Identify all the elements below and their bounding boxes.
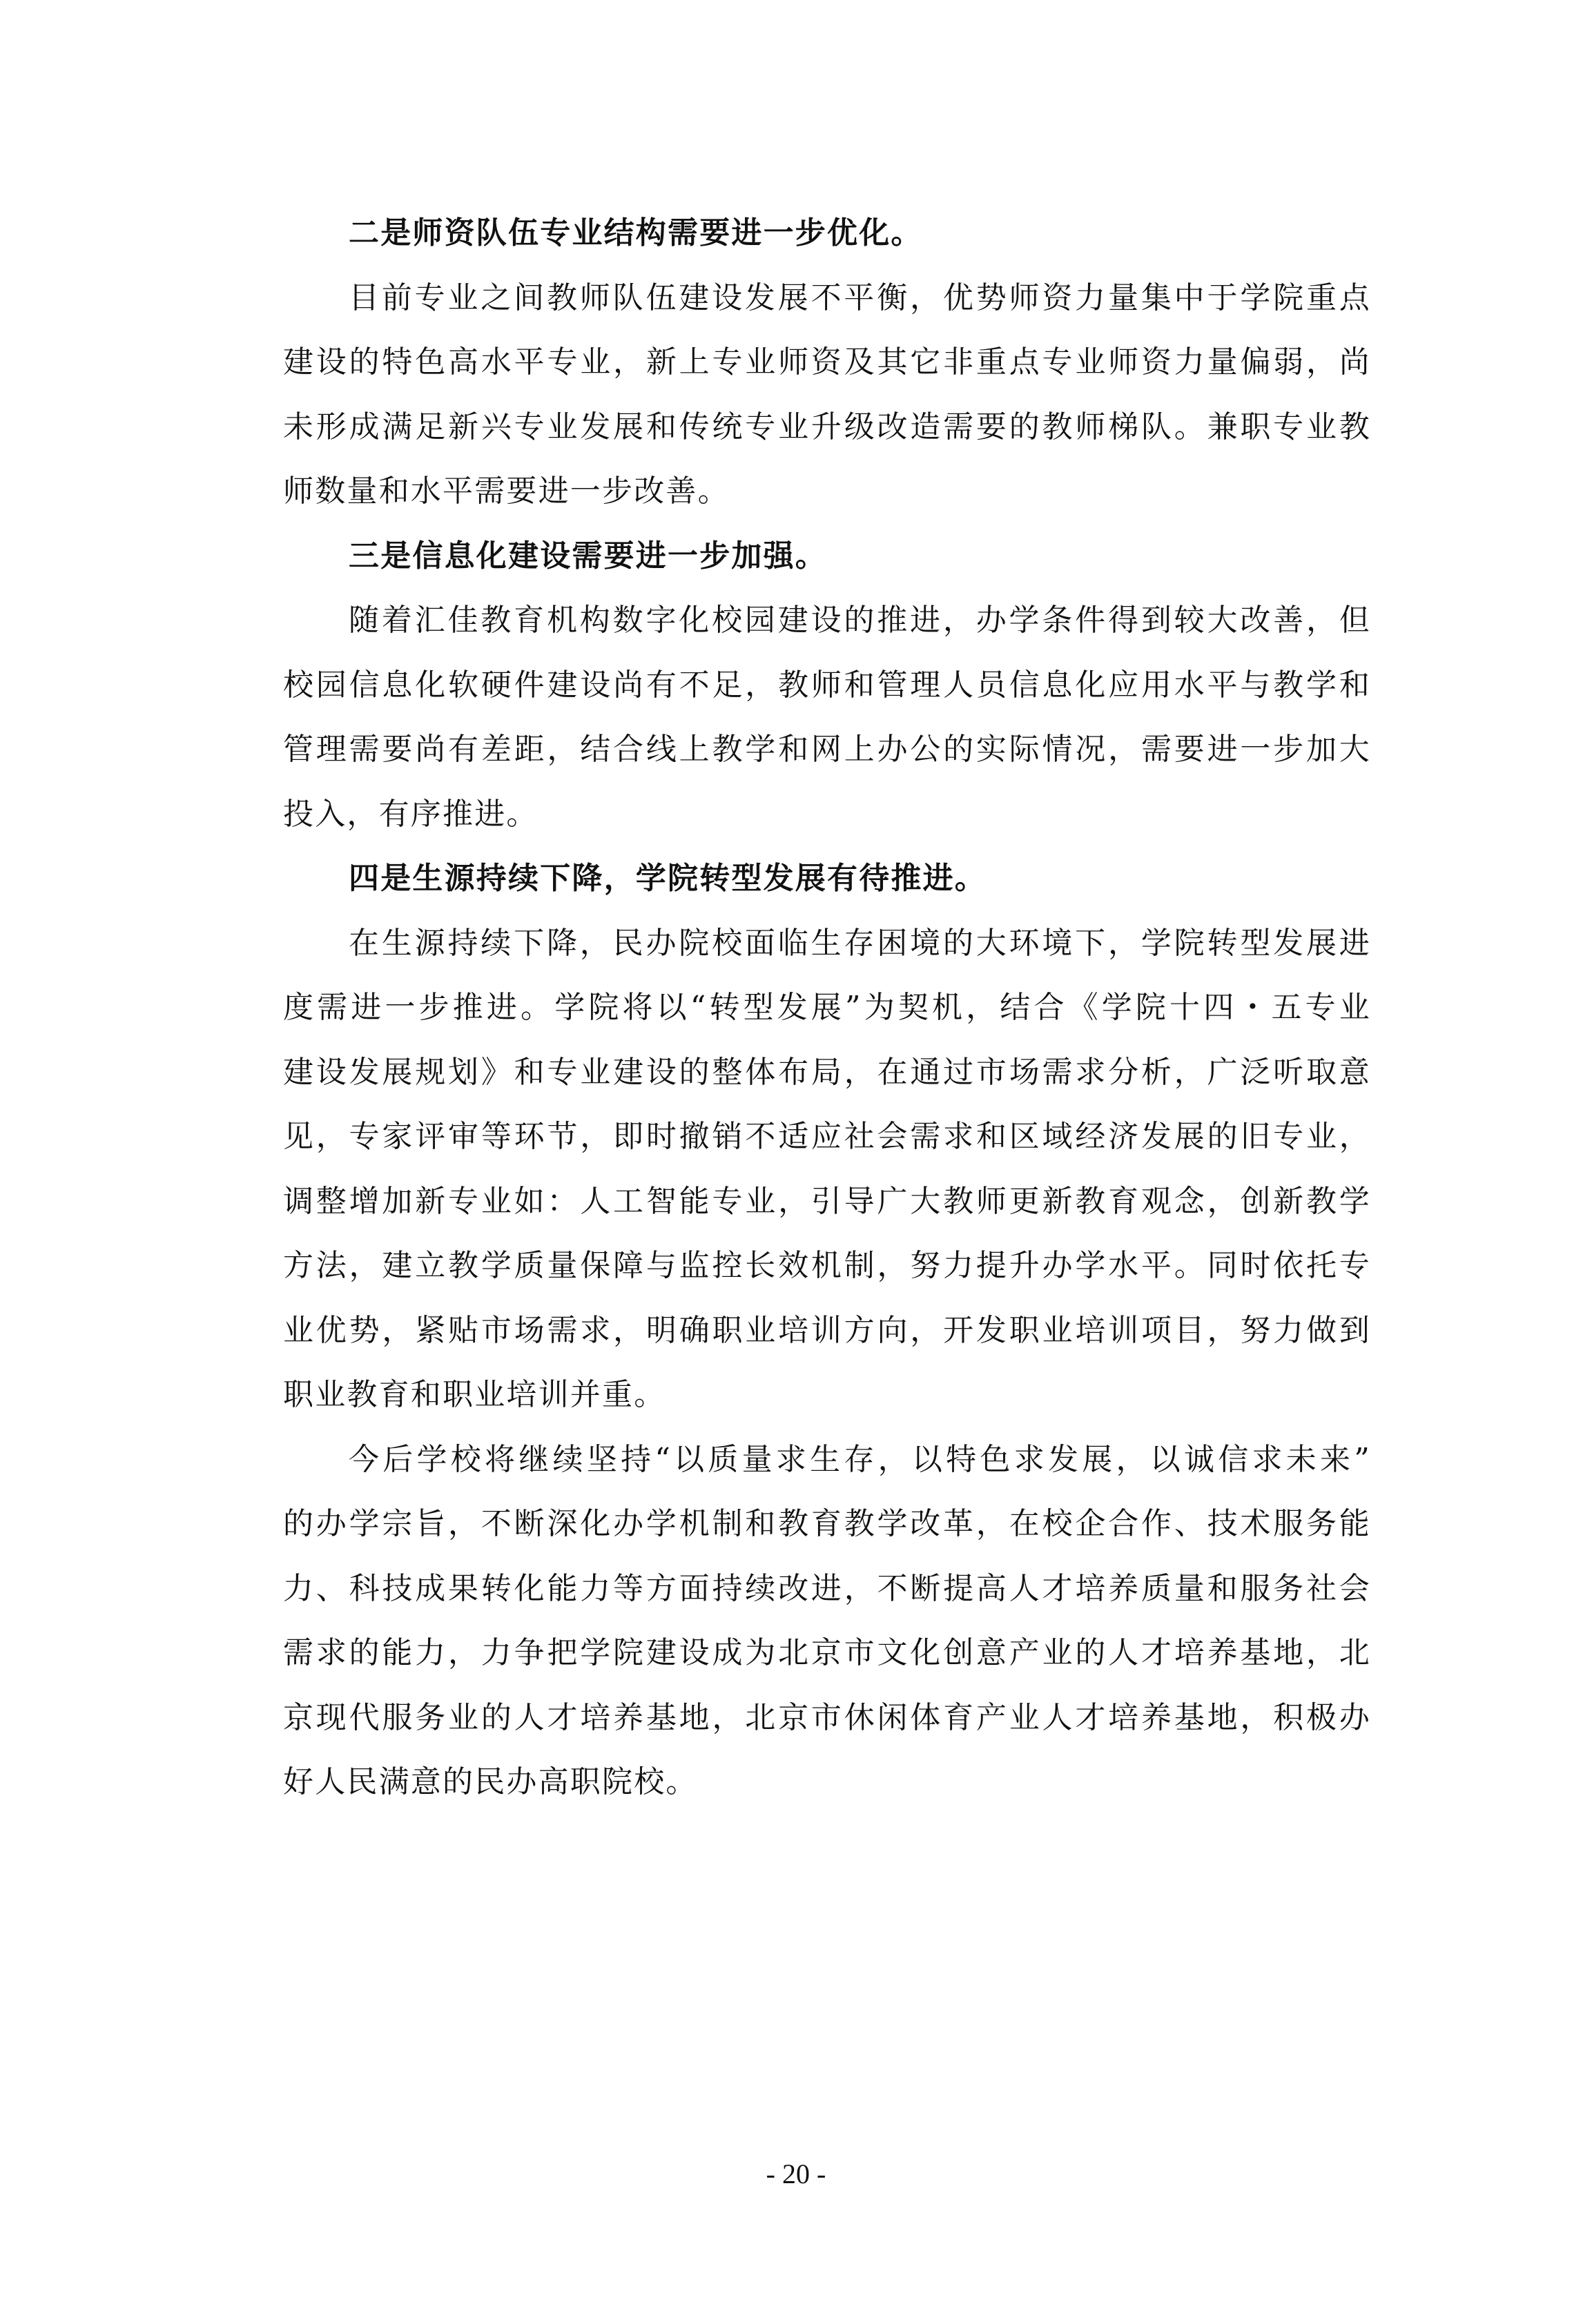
body-line: 好人民满意的民办高职院校。 — [283, 1764, 698, 1799]
body-line: 力、科技成果转化能力等方面持续改进，不断提高人才培养质量和服务社会 — [283, 1570, 1371, 1606]
section-body-enrollment — [283, 911, 1371, 1427]
body-line: 校园信息化软硬件建设尚有不足，教师和管理人员信息化应用水平与教学和 — [283, 667, 1371, 703]
section-body-teachers — [283, 266, 1371, 524]
body-line: 今后学校将继续坚持“以质量求生存，以特色求发展，以诚信求未来” — [349, 1441, 1371, 1477]
heading-text: 三是信息化建设需要进一步加强。 — [349, 538, 827, 574]
body-line: 建设的特色高水平专业，新上专业师资及其它非重点专业师资力量偏弱，尚 — [283, 344, 1371, 380]
body-line: 调整增加新专业如：人工智能专业，引导广大教师更新教育观念，创新教学 — [283, 1183, 1371, 1219]
section-body-informatization — [283, 588, 1371, 846]
body-line: 在生源持续下降，民办院校面临生存困境的大环境下，学院转型发展进 — [349, 925, 1371, 961]
body-line: 师数量和水平需要进一步改善。 — [283, 473, 730, 509]
body-line: 见，专家评审等环节，即时撤销不适应社会需求和区域经济发展的旧专业， — [283, 1119, 1371, 1154]
body-line: 京现代服务业的人才培养基地，北京市休闲体育产业人才培养基地，积极办 — [283, 1699, 1371, 1735]
heading-text: 四是生源持续下降，学院转型发展有待推进。 — [349, 861, 987, 896]
section-heading-informatization — [283, 524, 1371, 589]
section-heading-enrollment — [283, 846, 1371, 911]
body-line: 的办学宗旨，不断深化办学机制和教育教学改革，在校企合作、技术服务能 — [283, 1506, 1371, 1541]
body-line: 随着汇佳教育机构数字化校园建设的推进，办学条件得到较大改善，但 — [349, 603, 1371, 638]
page-content — [283, 201, 1371, 1815]
body-line: 管理需要尚有差距，结合线上教学和网上办公的实际情况，需要进一步加大 — [283, 732, 1371, 767]
body-line: 建设发展规划》和专业建设的整体布局，在通过市场需求分析，广泛听取意 — [283, 1054, 1371, 1090]
heading-text: 二是师资队伍专业结构需要进一步优化。 — [349, 215, 923, 251]
body-line: 度需进一步推进。学院将以“转型发展”为契机，结合《学院十四・五专业 — [283, 990, 1371, 1025]
body-line: 投入，有序推进。 — [283, 796, 538, 832]
body-line: 职业教育和职业培训并重。 — [283, 1377, 666, 1412]
body-line: 业优势，紧贴市场需求，明确职业培训方向，开发职业培训项目，努力做到 — [283, 1312, 1371, 1348]
body-line: 需求的能力，力争把学院建设成为北京市文化创意产业的人才培养基地，北 — [283, 1635, 1371, 1670]
closing-paragraph — [283, 1427, 1371, 1815]
section-heading-teachers — [283, 201, 1371, 266]
page-number: - 20 - — [766, 2158, 826, 2189]
body-line: 未形成满足新兴专业发展和传统专业升级改造需要的教师梯队。兼职专业教 — [283, 409, 1371, 445]
body-line: 目前专业之间教师队伍建设发展不平衡，优势师资力量集中于学院重点 — [349, 280, 1371, 315]
body-line: 方法，建立教学质量保障与监控长效机制，努力提升办学水平。同时依托专 — [283, 1248, 1371, 1283]
